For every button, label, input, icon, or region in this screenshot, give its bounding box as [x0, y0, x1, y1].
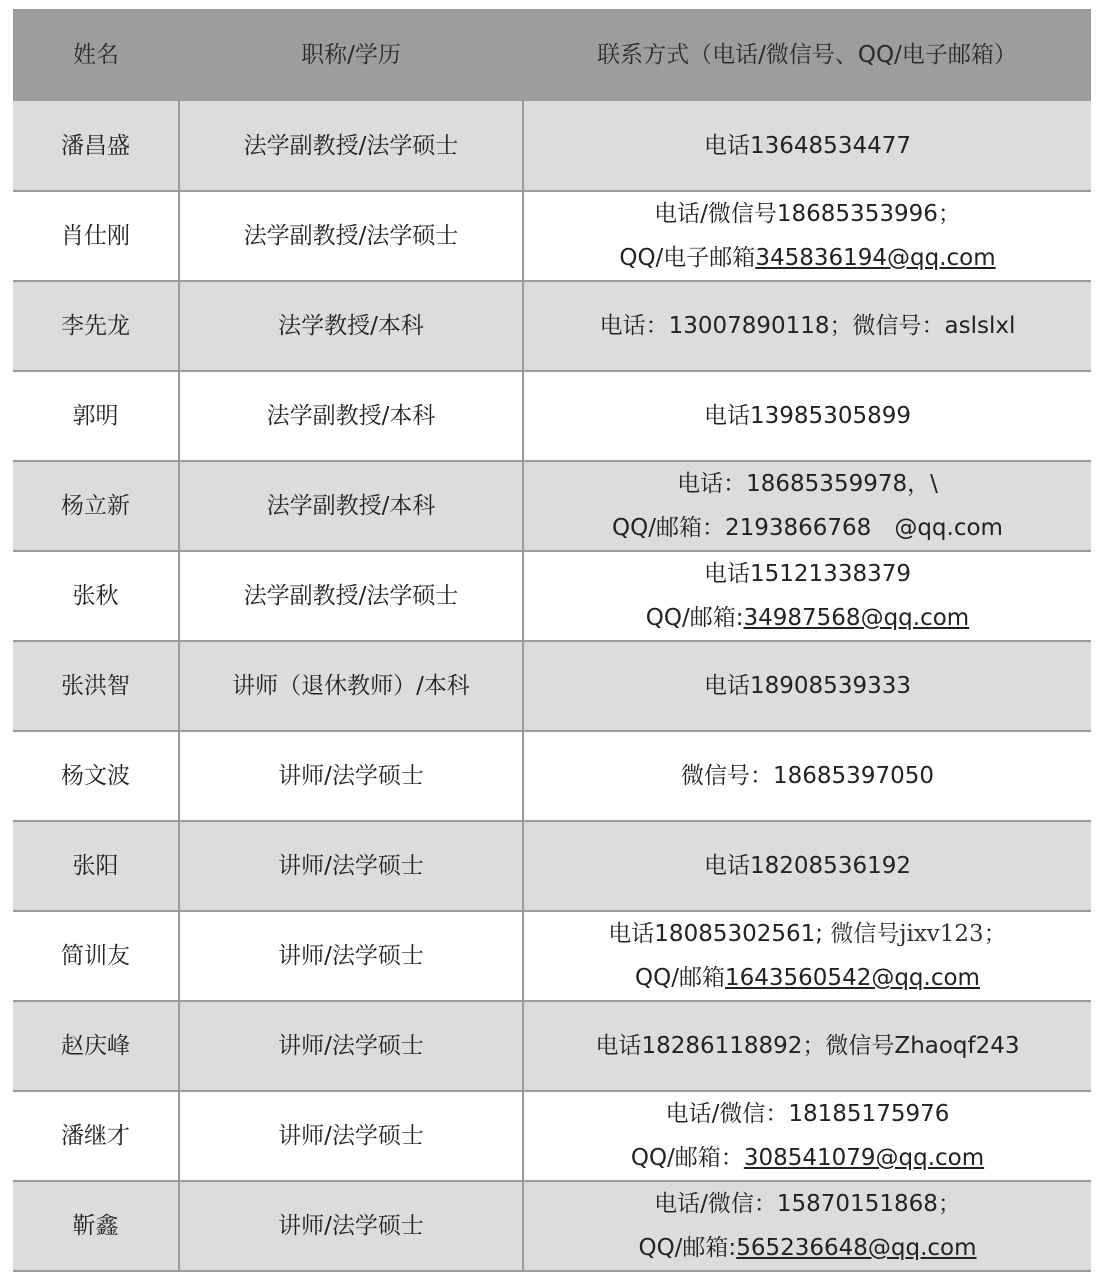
- cell-name: 李先龙: [13, 281, 179, 371]
- cell-title: 讲师/法学硕士: [179, 821, 523, 911]
- table-row: [13, 281, 1091, 371]
- cell-contact: [523, 461, 1091, 551]
- cell-title: 法学副教授/本科: [179, 371, 523, 461]
- cell-name: 杨立新: [13, 461, 179, 551]
- table-row: [13, 1181, 1091, 1271]
- contact-line: 电话15121338379: [704, 561, 911, 587]
- cell-contact: [523, 371, 1091, 461]
- phone-text: 电话18085302561;: [608, 921, 824, 947]
- table-row: [13, 101, 1091, 191]
- cell-title: 讲师/法学硕士: [179, 911, 523, 1001]
- cell-name: 杨文波: [13, 731, 179, 821]
- cell-title: 法学副教授/法学硕士: [179, 101, 523, 191]
- cell-title: 法学教授/本科: [179, 281, 523, 371]
- email-label: QQ/邮箱：: [630, 1145, 744, 1171]
- email-label: QQ/电子邮箱: [619, 245, 756, 271]
- table-row: [13, 731, 1091, 821]
- email-link[interactable]: 34987568@qq.com: [743, 605, 970, 631]
- cell-name: 潘昌盛: [13, 101, 179, 191]
- table-row: [13, 1091, 1091, 1181]
- cell-name: 潘继才: [13, 1091, 179, 1181]
- cell-contact: [523, 641, 1091, 731]
- cell-title: 讲师/法学硕士: [179, 1091, 523, 1181]
- contact-line: 电话13648534477: [704, 132, 911, 159]
- cell-contact: [523, 1181, 1091, 1271]
- contact-line: 电话18208536192: [704, 853, 911, 879]
- table-row: [13, 551, 1091, 641]
- email-label: QQ/邮箱: [635, 965, 725, 991]
- contact-line: 微信号：18685397050: [681, 763, 934, 789]
- header-name: 姓名: [13, 9, 179, 101]
- cell-title: 讲师/法学硕士: [179, 731, 523, 821]
- cell-contact: [523, 551, 1091, 641]
- cell-name: 张洪智: [13, 641, 179, 731]
- cell-contact: [523, 191, 1091, 281]
- table-row: [13, 821, 1091, 911]
- contact-line: 电话/微信号18685353996；: [654, 201, 961, 227]
- cell-contact: [523, 1091, 1091, 1181]
- cell-contact: [523, 731, 1091, 821]
- cell-name: 张阳: [13, 821, 179, 911]
- table-header-row: [13, 9, 1091, 101]
- email-link[interactable]: 345836194@qq.com: [755, 245, 996, 271]
- table-row: [13, 1001, 1091, 1091]
- contact-line: 电话：18685359978，\: [677, 471, 938, 497]
- email-link[interactable]: 565236648@qq.com: [736, 1235, 977, 1261]
- cell-name: 靳鑫: [13, 1181, 179, 1271]
- cell-title: 讲师/法学硕士: [179, 1181, 523, 1271]
- contact-line: 电话/微信：18185175976: [665, 1101, 950, 1127]
- email-label: QQ/邮箱:: [645, 605, 744, 631]
- cell-name: 张秋: [13, 551, 179, 641]
- contact-line-2: [528, 1226, 1087, 1270]
- contact-line-2: [528, 596, 1087, 640]
- table-row: [13, 191, 1091, 281]
- email-label: QQ/邮箱:: [638, 1235, 737, 1261]
- cell-name: 郭明: [13, 371, 179, 461]
- contact-line-2: [528, 236, 1087, 280]
- contact-line-2: [528, 1136, 1087, 1180]
- contact-line: 电话18908539333: [704, 673, 911, 699]
- header-title: 职称/学历: [179, 9, 523, 101]
- table-row: [13, 911, 1091, 1001]
- contact-line-2: QQ/邮箱：2193866768 @qq.com: [612, 515, 1003, 541]
- email-link[interactable]: 308541079@qq.com: [743, 1145, 985, 1171]
- cell-contact: [523, 1001, 1091, 1091]
- cell-name: 赵庆峰: [13, 1001, 179, 1091]
- contact-line: 电话18286118892；微信号Zhaoqf243: [595, 1033, 1020, 1059]
- cell-name: 简训友: [13, 911, 179, 1001]
- cell-title: 讲师/法学硕士: [179, 1001, 523, 1091]
- contact-line-2: [528, 956, 1087, 1000]
- faculty-contact-table: [13, 9, 1091, 1272]
- wechat-text: 微信号jixv123；: [823, 921, 1007, 947]
- cell-title: 法学副教授/法学硕士: [179, 191, 523, 281]
- contact-line: 电话13985305899: [704, 403, 911, 429]
- table-row: [13, 461, 1091, 551]
- table-row: [13, 371, 1091, 461]
- cell-contact: [523, 911, 1091, 1001]
- cell-name: 肖仕刚: [13, 191, 179, 281]
- cell-title: 讲师（退休教师）/本科: [179, 641, 523, 731]
- table-row: [13, 641, 1091, 731]
- cell-contact: [523, 281, 1091, 371]
- contact-line: 电话/微信：15870151868；: [654, 1191, 961, 1217]
- contact-line: [528, 912, 1087, 956]
- cell-title: 法学副教授/本科: [179, 461, 523, 551]
- contact-line: 电话：13007890118；微信号：aslslxl: [599, 313, 1016, 339]
- cell-contact: [523, 821, 1091, 911]
- cell-title: 法学副教授/法学硕士: [179, 551, 523, 641]
- cell-contact: [523, 101, 1091, 191]
- header-contact: 联系方式（电话/微信号、QQ/电子邮箱）: [523, 9, 1091, 101]
- email-link[interactable]: 1643560542@qq.com: [725, 965, 980, 991]
